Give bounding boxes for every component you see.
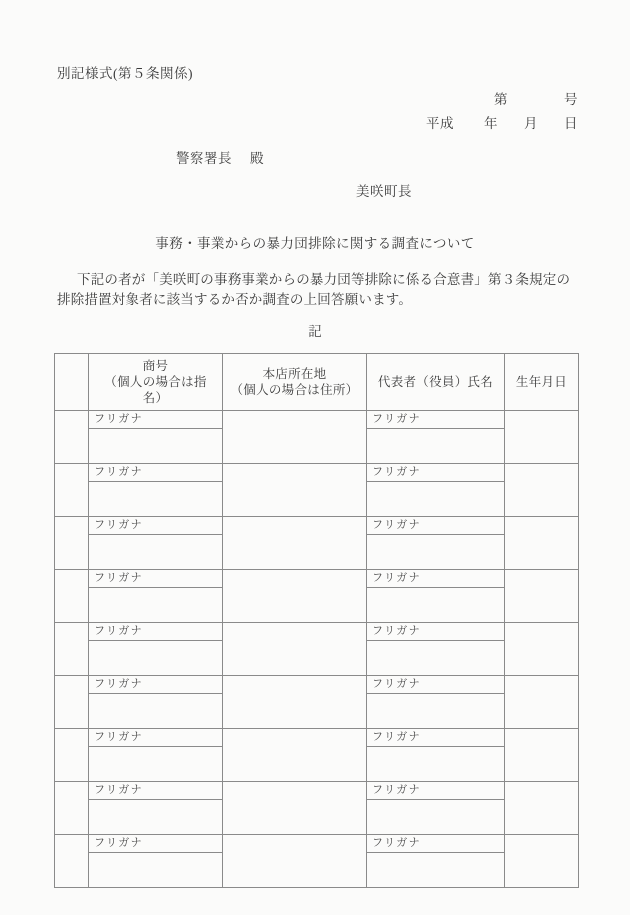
column-header-name-line2: （個人の場合は指 bbox=[104, 375, 207, 389]
head-office-address-value bbox=[223, 411, 366, 463]
document-number-unit: 号 bbox=[564, 92, 578, 107]
column-header-address bbox=[223, 354, 367, 411]
document-number-label: 第 bbox=[494, 92, 508, 107]
table-row bbox=[55, 517, 579, 570]
head-office-address-value bbox=[223, 729, 366, 781]
company-name-furigana: フリガナ bbox=[89, 782, 222, 800]
table-row bbox=[55, 835, 579, 888]
representative-name-value[interactable] bbox=[367, 535, 504, 569]
year-label: 年 bbox=[484, 116, 498, 131]
issuer-name: 美咲町長 bbox=[356, 184, 412, 199]
addressee-name: 警察署長 bbox=[176, 151, 232, 166]
representative-name-value[interactable] bbox=[367, 482, 504, 516]
representative-name-value[interactable] bbox=[367, 800, 504, 834]
head-office-address-cell[interactable] bbox=[223, 464, 367, 517]
body-paragraph: 下記の者が「美咲町の事務事業からの暴力団等排除に係る合意書」第３条規定の排除措置対象者に該当するか否か調査の上回答願います。 bbox=[57, 272, 571, 307]
cell-stack bbox=[89, 729, 222, 781]
company-name-furigana: フリガナ bbox=[89, 676, 222, 694]
head-office-address-cell[interactable] bbox=[223, 729, 367, 782]
column-header-name-line3: 名） bbox=[142, 391, 169, 405]
representative-name-cell[interactable] bbox=[367, 782, 505, 835]
company-name-cell[interactable] bbox=[89, 676, 223, 729]
birthdate-cell[interactable] bbox=[505, 411, 579, 464]
head-office-address-cell[interactable] bbox=[223, 411, 367, 464]
cell-stack bbox=[367, 782, 504, 834]
addressee-line bbox=[176, 147, 264, 167]
document-date-line bbox=[426, 112, 578, 132]
birthdate-value bbox=[505, 411, 578, 463]
birthdate-value bbox=[505, 729, 578, 781]
row-index-cell[interactable] bbox=[55, 676, 89, 729]
company-name-furigana: フリガナ bbox=[89, 570, 222, 588]
table-body bbox=[55, 411, 579, 888]
representative-name-cell[interactable] bbox=[367, 729, 505, 782]
row-index-cell[interactable] bbox=[55, 517, 89, 570]
company-name-furigana: フリガナ bbox=[89, 464, 222, 482]
survey-table bbox=[54, 353, 579, 888]
table-row bbox=[55, 570, 579, 623]
representative-name-furigana: フリガナ bbox=[367, 729, 504, 747]
company-name-value[interactable] bbox=[89, 747, 222, 781]
addressee-honorific: 殿 bbox=[250, 151, 264, 166]
company-name-furigana: フリガナ bbox=[89, 517, 222, 535]
company-name-value[interactable] bbox=[89, 535, 222, 569]
company-name-value[interactable] bbox=[89, 429, 222, 463]
representative-name-furigana: フリガナ bbox=[367, 835, 504, 853]
representative-name-cell[interactable] bbox=[367, 623, 505, 676]
company-name-furigana: フリガナ bbox=[89, 729, 222, 747]
company-name-value[interactable] bbox=[89, 694, 222, 728]
birthdate-value bbox=[505, 570, 578, 622]
cell-stack bbox=[367, 411, 504, 463]
column-header-index bbox=[55, 354, 89, 411]
company-name-cell[interactable] bbox=[89, 782, 223, 835]
head-office-address-value bbox=[223, 464, 366, 516]
representative-name-furigana: フリガナ bbox=[367, 570, 504, 588]
head-office-address-cell[interactable] bbox=[223, 782, 367, 835]
representative-name-value[interactable] bbox=[367, 588, 504, 622]
column-header-representative bbox=[367, 354, 505, 411]
company-name-value[interactable] bbox=[89, 853, 222, 887]
representative-name-cell[interactable] bbox=[367, 464, 505, 517]
cell-stack bbox=[89, 676, 222, 728]
head-office-address-cell[interactable] bbox=[223, 517, 367, 570]
column-header-birthdate bbox=[505, 354, 579, 411]
head-office-address-value bbox=[223, 517, 366, 569]
birthdate-cell[interactable] bbox=[505, 623, 579, 676]
row-index-cell[interactable] bbox=[55, 464, 89, 517]
table-row bbox=[55, 729, 579, 782]
company-name-value[interactable] bbox=[89, 482, 222, 516]
cell-stack bbox=[367, 835, 504, 887]
cell-stack bbox=[89, 623, 222, 675]
company-name-value[interactable] bbox=[89, 641, 222, 675]
representative-name-furigana: フリガナ bbox=[367, 623, 504, 641]
head-office-address-cell[interactable] bbox=[223, 676, 367, 729]
table-header bbox=[55, 354, 579, 411]
table-row bbox=[55, 623, 579, 676]
day-label: 日 bbox=[564, 116, 578, 131]
company-name-furigana: フリガナ bbox=[89, 411, 222, 429]
company-name-cell[interactable] bbox=[89, 464, 223, 517]
cell-stack bbox=[89, 570, 222, 622]
head-office-address-cell[interactable] bbox=[223, 570, 367, 623]
representative-name-value[interactable] bbox=[367, 641, 504, 675]
column-header-address-line1: 本店所在地 bbox=[262, 367, 327, 381]
head-office-address-value bbox=[223, 676, 366, 728]
representative-name-cell[interactable] bbox=[367, 835, 505, 888]
head-office-address-value bbox=[223, 835, 366, 887]
representative-name-furigana: フリガナ bbox=[367, 676, 504, 694]
column-header-address-line2: （個人の場合は住所） bbox=[230, 383, 359, 397]
birthdate-cell[interactable] bbox=[505, 835, 579, 888]
document-number-line bbox=[494, 88, 578, 108]
head-office-address-value bbox=[223, 782, 366, 834]
birthdate-value bbox=[505, 835, 578, 887]
representative-name-value[interactable] bbox=[367, 694, 504, 728]
representative-name-cell[interactable] bbox=[367, 411, 505, 464]
representative-name-value[interactable] bbox=[367, 853, 504, 887]
birthdate-cell[interactable] bbox=[505, 517, 579, 570]
birthdate-value bbox=[505, 464, 578, 516]
birthdate-value bbox=[505, 623, 578, 675]
row-index-cell[interactable] bbox=[55, 782, 89, 835]
birthdate-value bbox=[505, 782, 578, 834]
birthdate-cell[interactable] bbox=[505, 570, 579, 623]
cell-stack bbox=[89, 517, 222, 569]
company-name-furigana: フリガナ bbox=[89, 623, 222, 641]
row-index-cell[interactable] bbox=[55, 623, 89, 676]
cell-stack bbox=[89, 411, 222, 463]
table-row bbox=[55, 464, 579, 517]
representative-name-furigana: フリガナ bbox=[367, 464, 504, 482]
form-code-label: 別記様式(第５条関係) bbox=[57, 66, 193, 81]
company-name-value[interactable] bbox=[89, 588, 222, 622]
representative-name-cell[interactable] bbox=[367, 570, 505, 623]
column-header-name-line1: 商号 bbox=[142, 359, 169, 373]
table-row bbox=[55, 782, 579, 835]
cell-stack bbox=[367, 676, 504, 728]
row-index-cell[interactable] bbox=[55, 570, 89, 623]
head-office-address-cell[interactable] bbox=[223, 835, 367, 888]
representative-name-furigana: フリガナ bbox=[367, 782, 504, 800]
company-name-furigana: フリガナ bbox=[89, 835, 222, 853]
cell-stack bbox=[367, 570, 504, 622]
representative-name-furigana: フリガナ bbox=[367, 411, 504, 429]
head-office-address-value bbox=[223, 623, 366, 675]
company-name-cell[interactable] bbox=[89, 517, 223, 570]
company-name-cell[interactable] bbox=[89, 729, 223, 782]
row-index-cell[interactable] bbox=[55, 835, 89, 888]
company-name-value[interactable] bbox=[89, 800, 222, 834]
birthdate-cell[interactable] bbox=[505, 782, 579, 835]
head-office-address-value bbox=[223, 570, 366, 622]
cell-stack bbox=[367, 464, 504, 516]
table-row bbox=[55, 676, 579, 729]
table-header-row bbox=[55, 354, 579, 411]
representative-name-value[interactable] bbox=[367, 429, 504, 463]
birthdate-value bbox=[505, 676, 578, 728]
birthdate-cell[interactable] bbox=[505, 464, 579, 517]
column-header-representative-line1: 代表者（役員）氏名 bbox=[377, 375, 494, 389]
company-name-cell[interactable] bbox=[89, 623, 223, 676]
kiji-marker: 記 bbox=[308, 324, 322, 339]
cell-stack bbox=[367, 729, 504, 781]
era-label: 平成 bbox=[426, 116, 454, 131]
company-name-cell[interactable] bbox=[89, 411, 223, 464]
cell-stack bbox=[89, 782, 222, 834]
company-name-cell[interactable] bbox=[89, 570, 223, 623]
birthdate-cell[interactable] bbox=[505, 676, 579, 729]
cell-stack bbox=[89, 835, 222, 887]
birthdate-cell[interactable] bbox=[505, 729, 579, 782]
table-row bbox=[55, 411, 579, 464]
row-index-cell[interactable] bbox=[55, 729, 89, 782]
column-header-name bbox=[89, 354, 223, 411]
month-label: 月 bbox=[524, 116, 538, 131]
company-name-cell[interactable] bbox=[89, 835, 223, 888]
row-index-cell[interactable] bbox=[55, 411, 89, 464]
body-paragraph-block bbox=[57, 270, 581, 310]
page-title: 事務・事業からの暴力団排除に関する調査について bbox=[155, 236, 475, 251]
head-office-address-cell[interactable] bbox=[223, 623, 367, 676]
cell-stack bbox=[89, 464, 222, 516]
representative-name-furigana: フリガナ bbox=[367, 517, 504, 535]
cell-stack bbox=[367, 623, 504, 675]
representative-name-cell[interactable] bbox=[367, 517, 505, 570]
representative-name-value[interactable] bbox=[367, 747, 504, 781]
birthdate-value bbox=[505, 517, 578, 569]
cell-stack bbox=[367, 517, 504, 569]
column-header-birthdate-line1: 生年月日 bbox=[515, 375, 568, 389]
representative-name-cell[interactable] bbox=[367, 676, 505, 729]
